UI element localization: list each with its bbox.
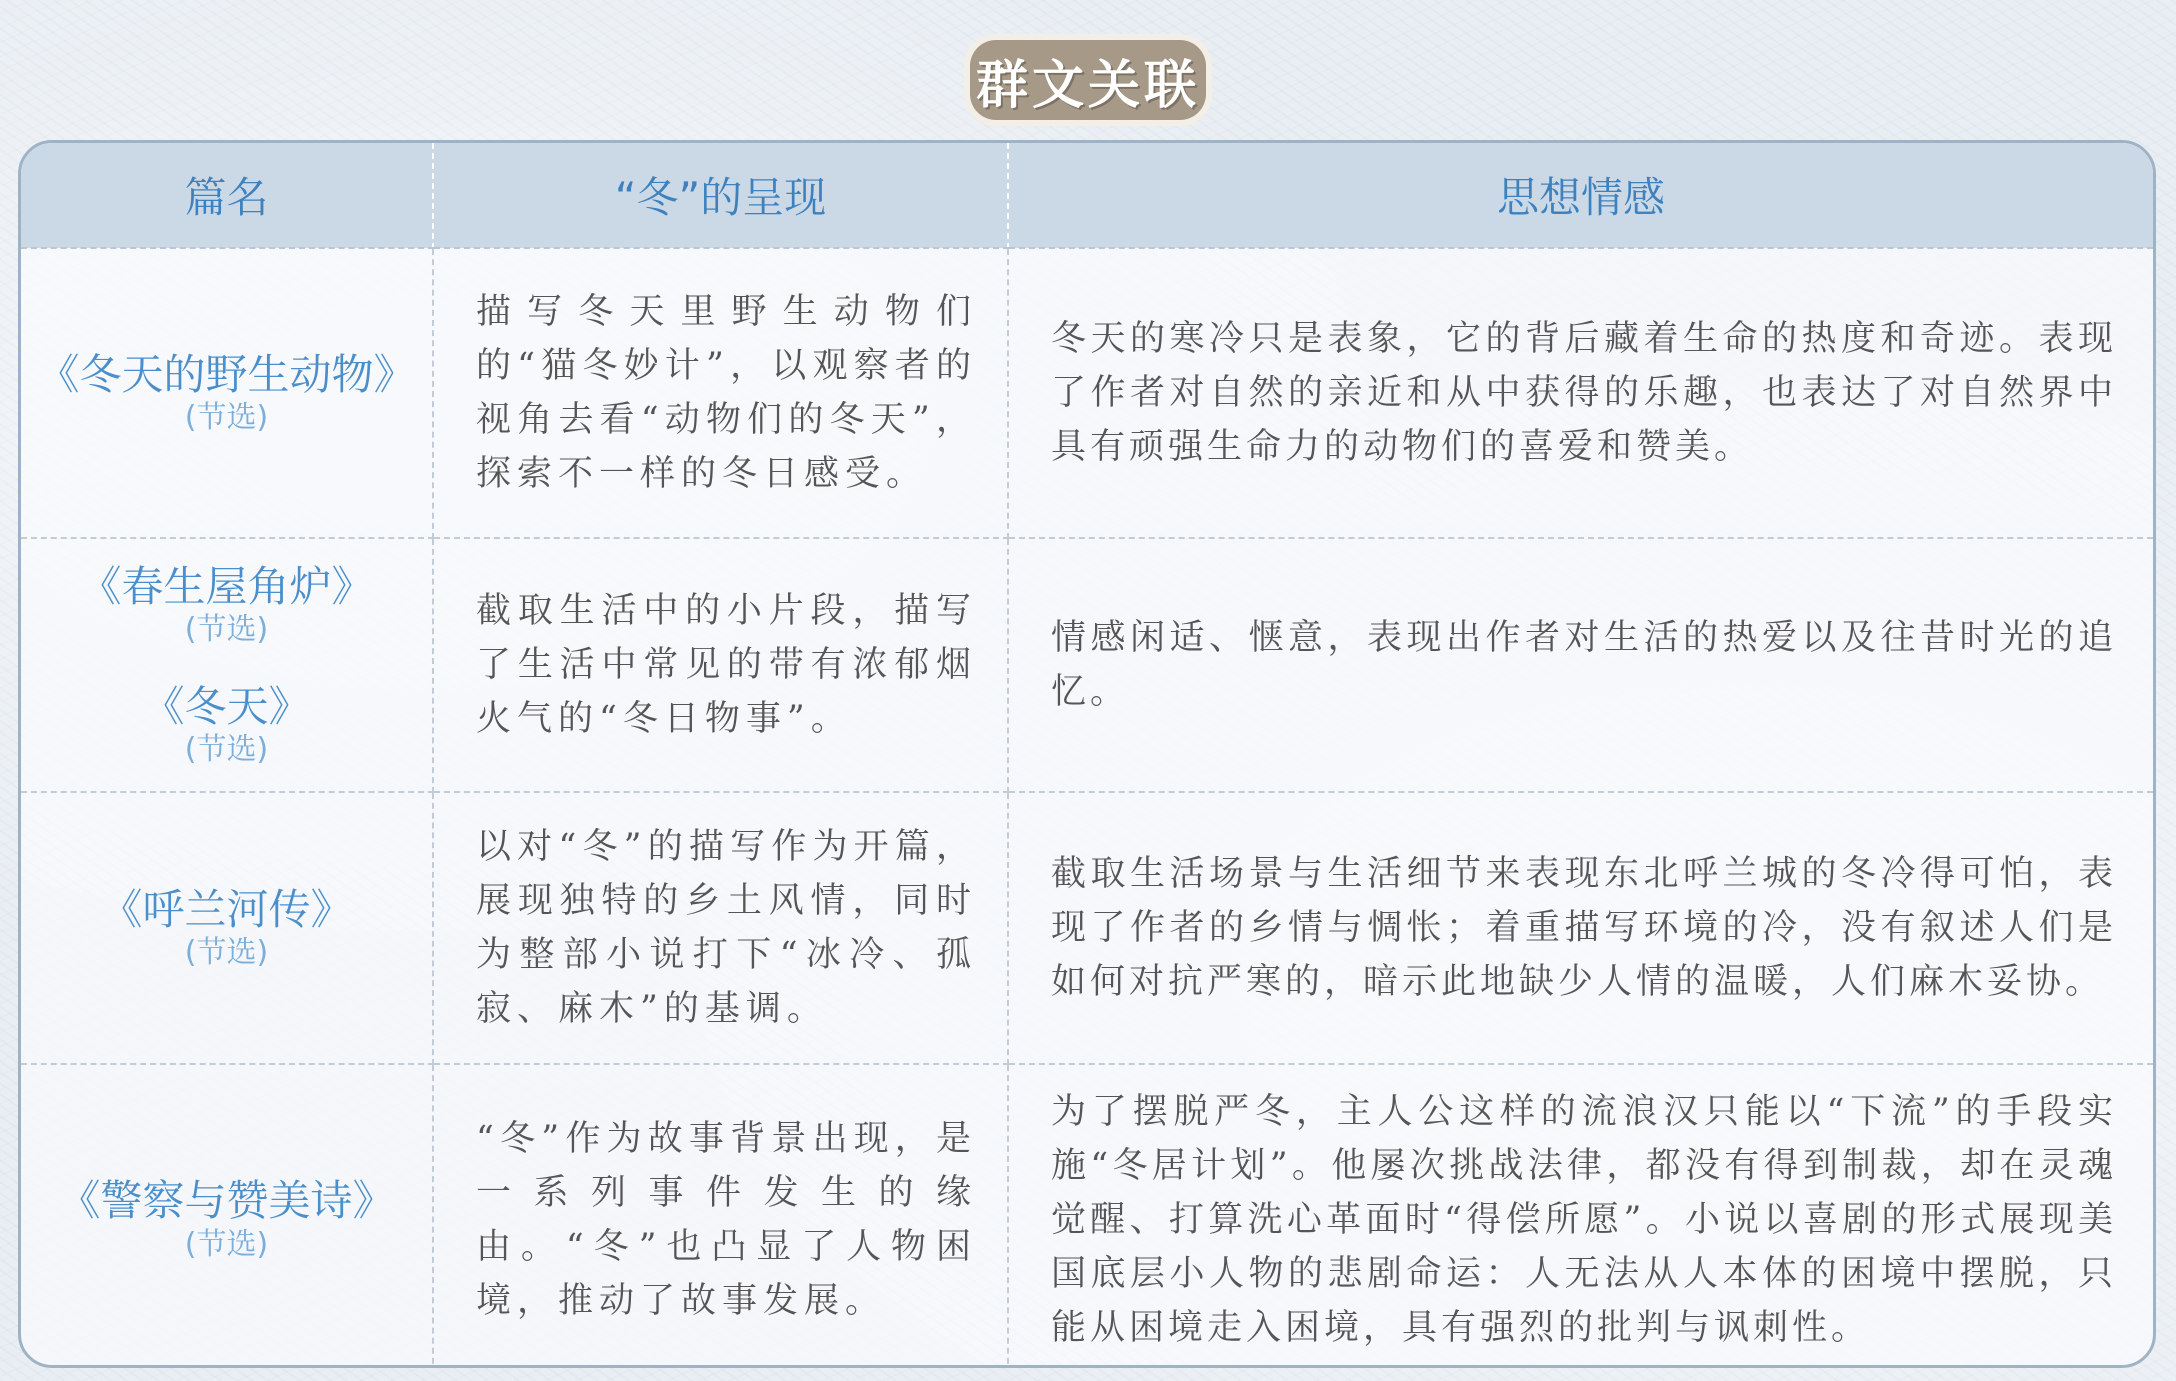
- work-note: (节选): [184, 1226, 269, 1262]
- work-note: (节选): [184, 612, 269, 647]
- section-title: 群文关联: [975, 55, 1200, 116]
- work-note: (节选): [184, 400, 269, 436]
- table-row: [21, 792, 2153, 1064]
- presentation-cell: 截取生活中的小片段，描写了生活中常见的带有浓郁烟火气的“冬日物事”。: [433, 538, 1008, 792]
- presentation-cell: 描写冬天里野生动物们的“猫冬妙计”，以观察者的视角去看“动物们的冬天”，探索不一样的冬日感受。: [433, 248, 1008, 538]
- presentation-cell: 以对“冬”的描写作为开篇，展现独特的乡土风情，同时为整部小说打下“冰冷、孤寂、麻木”的基调。: [433, 792, 1008, 1064]
- work-note: (节选): [184, 732, 269, 768]
- header-emotion: 思想情感: [1008, 143, 2153, 248]
- work-title: 《冬天》: [142, 682, 311, 731]
- comparison-table: [21, 143, 2153, 1368]
- emotion-cell: 为了摆脱严冬，主人公这样的流浪汉只能以“下流”的手段实施“冬居计划”。他屡次挑战法律，都没有得到制裁，却在灵魂觉醒、打算洗心革面时“得偿所愿”。小说以喜剧的形式展现美国底层小人物的悲剧命运：人无法从人本体的困境中摆脱，只能从困境走入困境，具有强烈的批判与讽刺性。: [1051, 1091, 2117, 1348]
- table-row: [21, 248, 2153, 538]
- work-cell: [21, 792, 433, 1064]
- work-note: (节选): [184, 935, 269, 971]
- work-title: 《警察与赞美诗》: [58, 1176, 395, 1226]
- comparison-table-card: [18, 140, 2156, 1368]
- emotion-cell: 冬天的寒冷只是表象，它的背后藏着生命的热度和奇迹。表现了作者对自然的亲近和从中获得的乐趣，也表达了对自然界中具有顽强生命力的动物们的喜爱和赞美。: [1008, 248, 2153, 538]
- work-title: 《春生屋角炉》: [79, 561, 374, 611]
- work-title: 《呼兰河传》: [100, 884, 353, 934]
- work-cell: [21, 1064, 433, 1368]
- header-winter-presentation: “冬”的呈现: [433, 143, 1008, 248]
- table-header-row: [21, 143, 2153, 248]
- section-title-badge: [970, 40, 1206, 120]
- emotion-cell: 情感闲适、惬意，表现出作者对生活的热爱以及往昔时光的追忆。: [1008, 538, 2153, 792]
- emotion-cell: 截取生活场景与生活细节来表现东北呼兰城的冬冷得可怕，表现了作者的乡情与惆怅；着重描写环境的冷，没有叙述人们是如何对抗严寒的，暗示此地缺少人情的温暖，人们麻木妥协。: [1008, 792, 2153, 1064]
- presentation-cell: “冬”作为故事背景出现，是一系列事件发生的缘由。“冬”也凸显了人物困境，推动了故事发展。: [433, 1064, 1008, 1368]
- table-row: [21, 538, 2153, 792]
- header-work-title: 篇名: [21, 143, 433, 248]
- work-cell: [21, 538, 433, 792]
- work-title: 《冬天的野生动物》: [37, 349, 416, 399]
- table-row: [21, 1064, 2153, 1368]
- work-cell: [21, 248, 433, 538]
